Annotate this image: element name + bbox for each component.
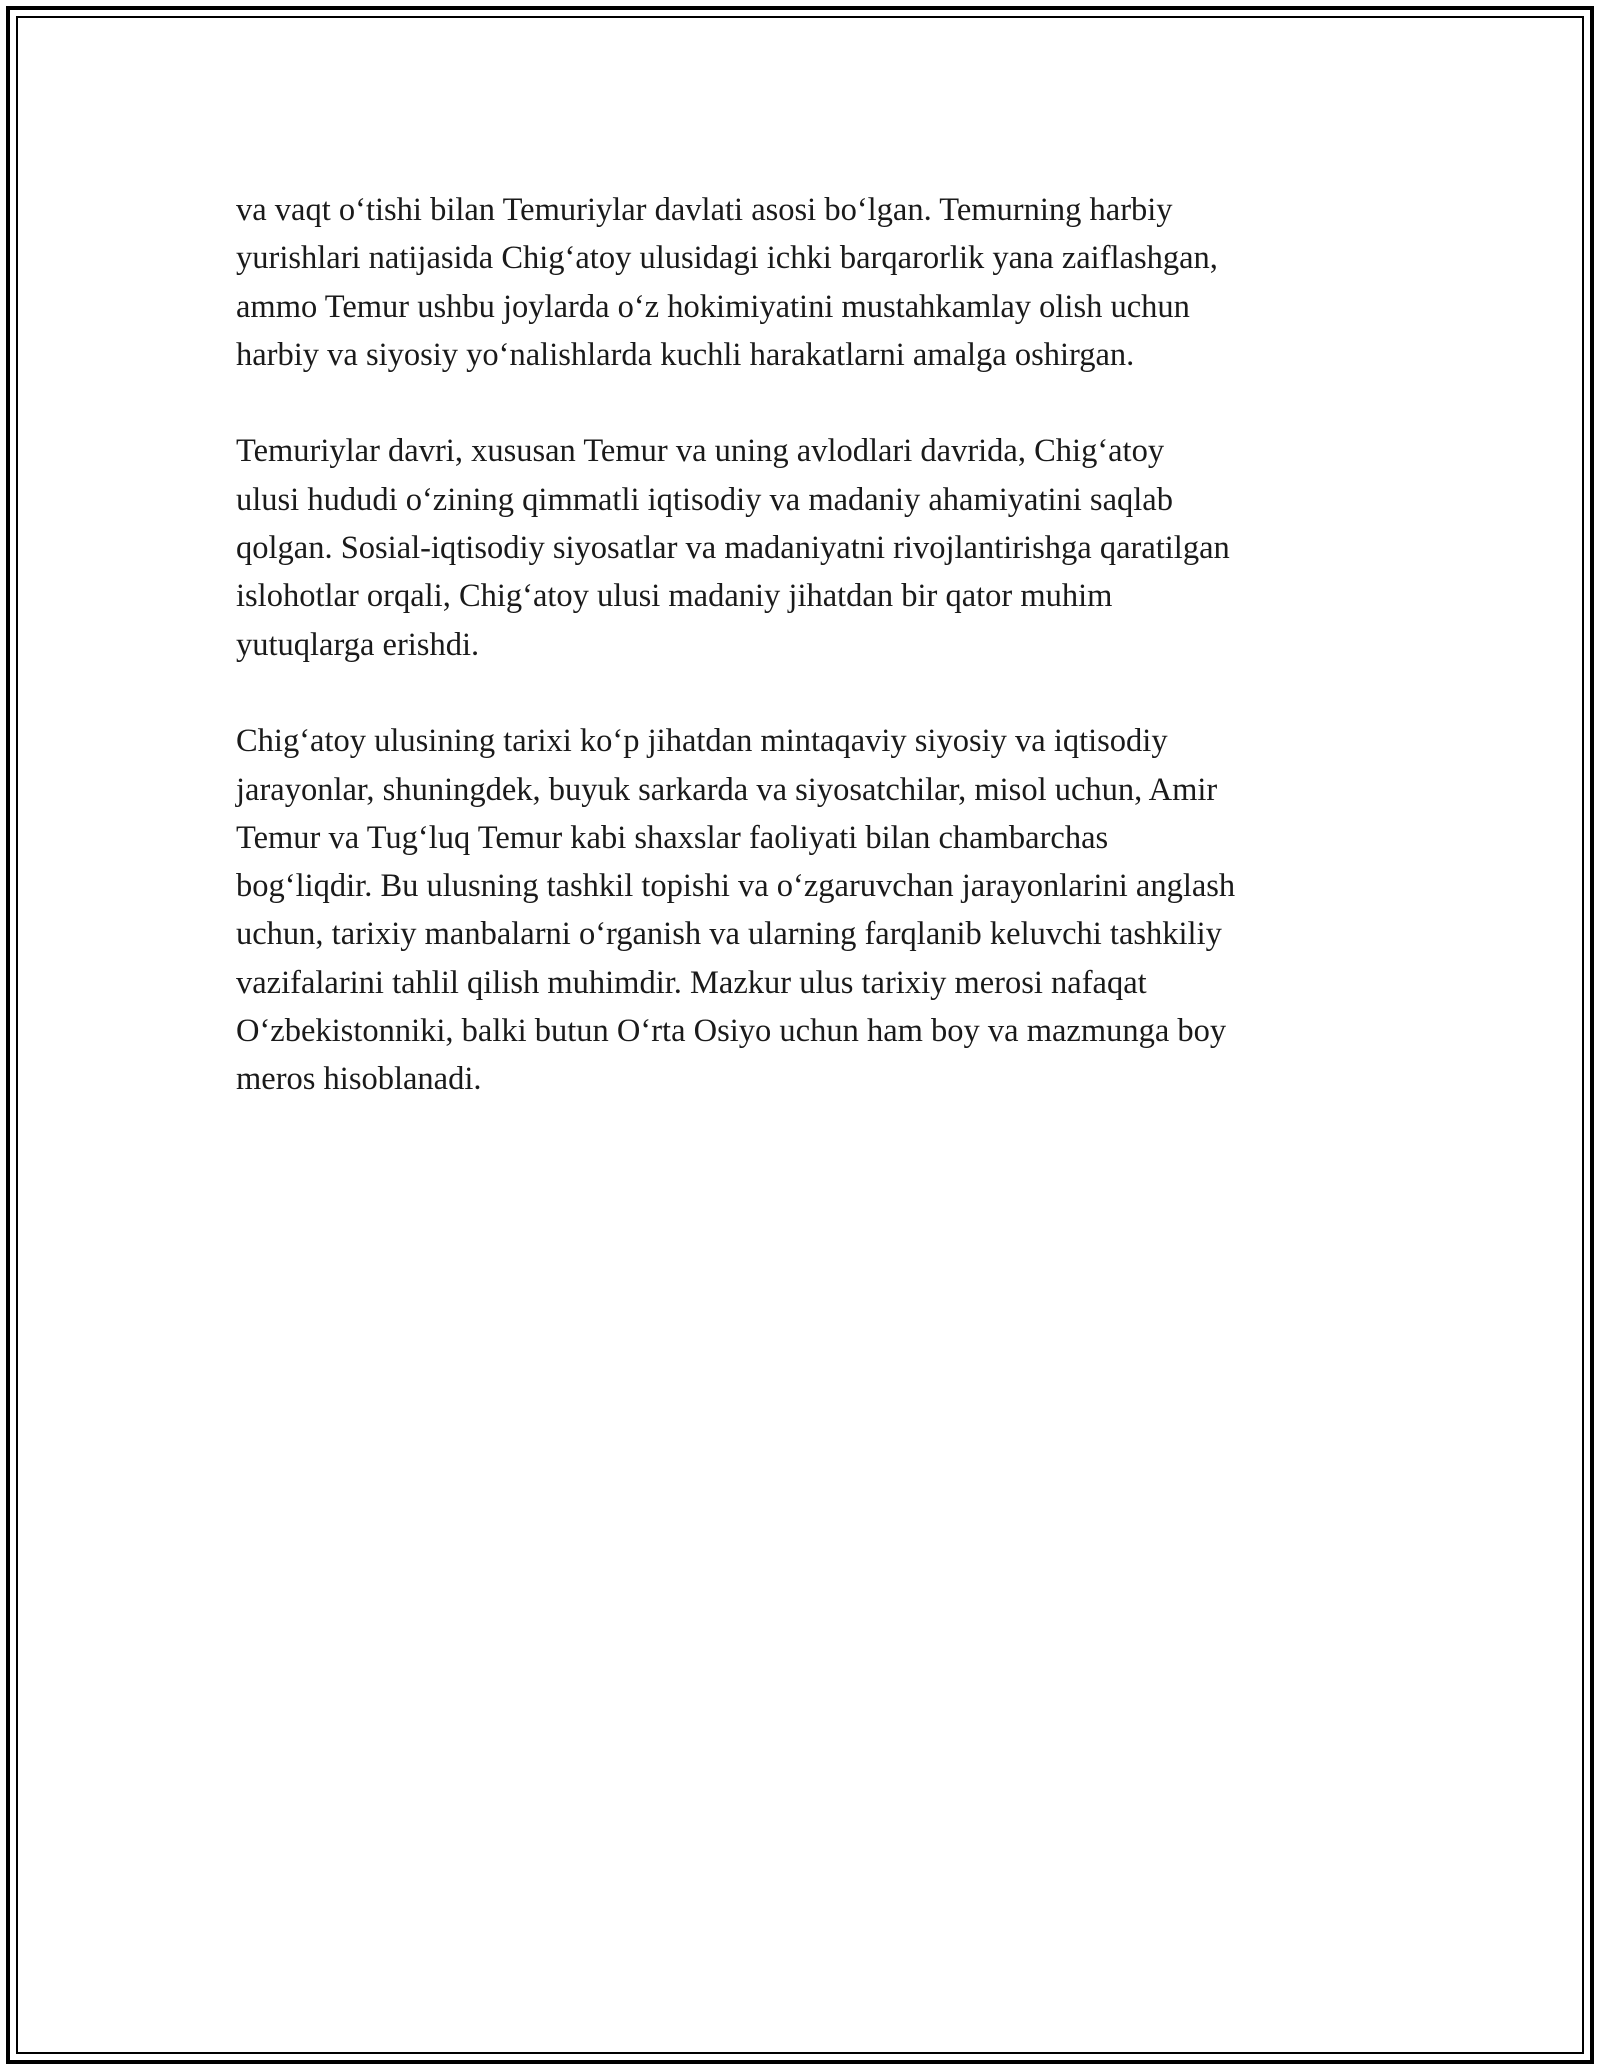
text-line: O‘zbekistonniki, balki butun O‘rta Osiyo uchun ham boy va mazmunga boy xyxy=(236,1013,1227,1050)
text-line: harbiy va siyosiy yo‘nalishlarda kuchli harakatlarni amalga oshirgan. xyxy=(236,336,1135,373)
text-line: ulusi hududi o‘zining qimmatli iqtisodiy va madaniy ahamiyatini saqlab xyxy=(236,481,1173,518)
text-line: Temur va Tug‘luq Temur kabi shaxslar faoliyati bilan chambarchas xyxy=(236,819,1109,856)
text-line: yutuqlarga erishdi. xyxy=(236,626,480,663)
text-line: bog‘liqdir. Bu ulusning tashkil topishi va o‘zgaruvchan jarayonlarini anglash xyxy=(236,868,1236,905)
text-line: Chig‘atoy ulusining tarixi ko‘p jihatdan mintaqaviy siyosiy va iqtisodiy xyxy=(236,723,1168,760)
text-line: jarayonlar, shuningdek, buyuk sarkarda va siyosatchilar, misol uchun, Amir xyxy=(236,771,1218,808)
text-line: va vaqt o‘tishi bilan Temuriylar davlati asosi bo‘lgan. Temurning harbiy xyxy=(236,192,1173,228)
paragraph-1 xyxy=(236,186,1386,379)
text-line: uchun, tarixiy manbalarni o‘rganish va ularning farqlanib keluvchi tashkiliy xyxy=(236,916,1222,953)
paragraph-3 xyxy=(236,717,1386,1103)
text-line: yurishlari natijasida Chig‘atoy ulusidagi ichki barqarorlik yana zaiflashgan, xyxy=(236,240,1218,277)
text-line: vazifalarini tahlil qilish muhimdir. Mazkur ulus tarixiy merosi nafaqat xyxy=(236,964,1147,1001)
text-line: qolgan. Sosial-iqtisodiy siyosatlar va madaniyatni rivojlantirishga qaratilgan xyxy=(236,530,1230,567)
document-body xyxy=(236,186,1386,1152)
text-line: Temuriylar davri, xususan Temur va uning avlodlari davrida, Chig‘atoy xyxy=(236,433,1165,470)
text-line: ammo Temur ushbu joylarda o‘z hokimiyatini mustahkamlay olish uchun xyxy=(236,288,1190,325)
text-line: meros hisoblanadi. xyxy=(236,1061,482,1098)
paragraph-2 xyxy=(236,427,1386,668)
text-line: islohotlar orqali, Chig‘atoy ulusi madaniy jihatdan bir qator muhim xyxy=(236,578,1113,615)
